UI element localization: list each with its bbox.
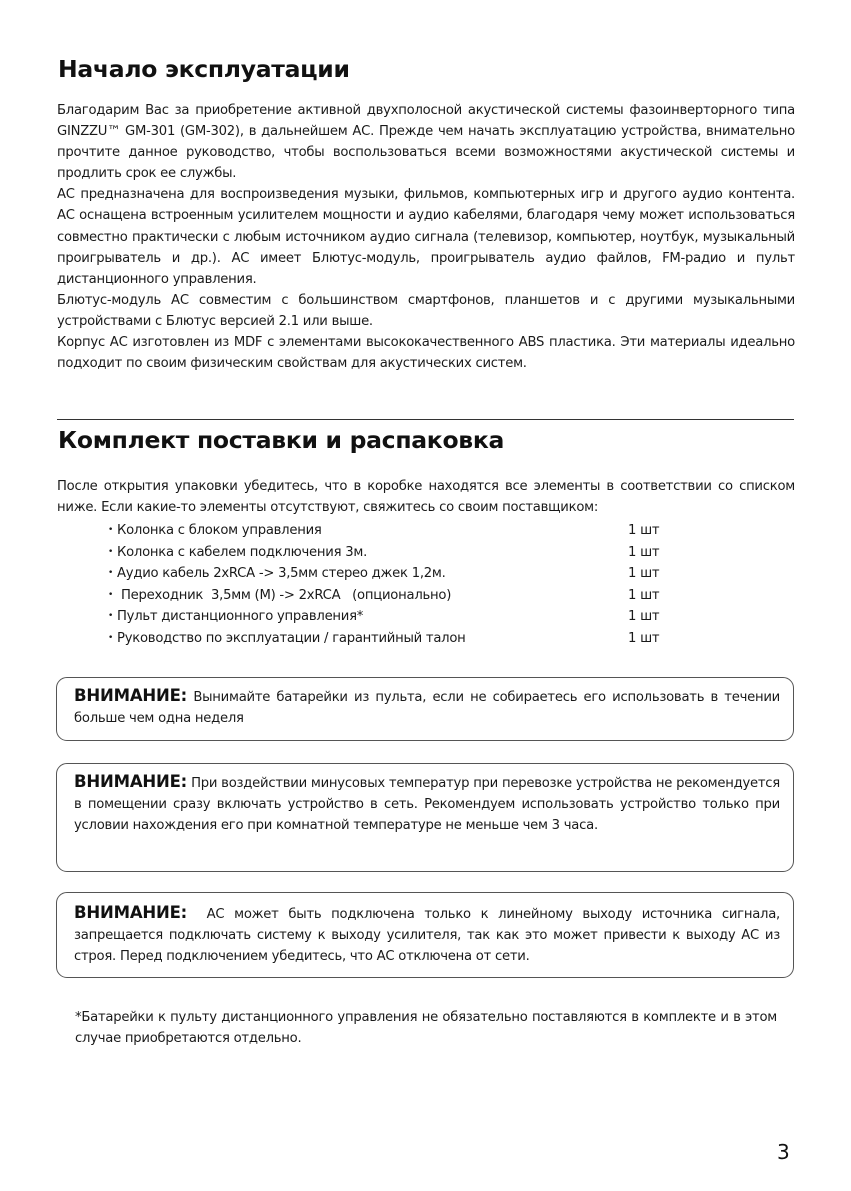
section-divider (57, 419, 794, 420)
item-qty: 1 шт (628, 566, 660, 582)
paragraph-materials: Корпус АС изготовлен из MDF с элементами высококачественного ABS пластика. Эти материалы идеально подходит по своим физическим свойствам для акустических систем. (57, 335, 795, 372)
warning-box-batteries (56, 677, 794, 741)
section-body-getting-started (57, 100, 795, 374)
bullet-icon: • (108, 546, 114, 557)
item-qty: 1 шт (628, 630, 660, 646)
item-qty: 1 шт (628, 544, 660, 560)
item-qty: 1 шт (628, 609, 660, 625)
paragraph-intro: Благодарим Вас за приобретение активной двухполосной акустической системы фазоинверторного типа GINZZU™ GM-301 (GM-302), в дальнейшем АС. Прежде чем начать эксплуатацию устройства, внимательно прочтите данное руководство, чтобы воспользоваться всеми возможностями акустической системы и продлить срок ее службы. (57, 103, 795, 182)
warning-text (74, 902, 784, 967)
warning-body: При воздействии минусовых температур при перевозке устройства не рекомендуется в помещении сразу включать устройство в сеть. Рекомендуем использовать устройство только при условии нахождения его при комнатной температуре не меньше чем 3 часа. (74, 776, 780, 834)
bullet-icon: • (108, 611, 114, 622)
bullet-icon: • (108, 568, 114, 579)
package-intro-text: После открытия упаковки убедитесь, что в коробке находятся все элементы в соответствии со списком ниже. Если какие-то элементы отсутствуют, свяжитесь со своим поставщиком: (57, 479, 795, 516)
list-item (108, 606, 668, 628)
paragraph-purpose: АС предназначена для воспроизведения музыки, фильмов, компьютерных игр и другого аудио контента. АС оснащена встроенным усилителем мощности и аудио кабелями, благодаря чему может использоваться совместно практически с любым источником аудио сигнала (телевизор, компьютер, ноутбук, музыкальный проигрыватель и др.). АС имеет Блютус-модуль, проигрыватель аудио файлов, FM-радио и пульт дистанционного управления. (57, 187, 795, 287)
warning-box-temperature (56, 763, 794, 872)
warning-label: ВНИМАНИЕ: (74, 772, 188, 791)
item-qty: 1 шт (628, 587, 660, 603)
warning-body: Вынимайте батарейки из пульта, если не собираетесь его использовать в течении больше чем одна неделя (74, 690, 780, 727)
item-name: Аудио кабель 2xRCA -> 3,5мм стерео джек 1,2м. (117, 566, 446, 582)
section-title-package-contents: Комплект поставки и распаковка (58, 426, 505, 454)
bullet-icon: • (108, 589, 114, 600)
list-item (108, 628, 668, 650)
list-item (108, 563, 668, 585)
item-name: Пульт дистанционного управления* (117, 609, 364, 625)
warning-label: ВНИМАНИЕ: (74, 903, 188, 922)
warning-text (74, 685, 780, 729)
warning-box-line-output (56, 892, 794, 978)
item-name: Переходник 3,5мм (M) -> 2xRCA (опционально) (117, 587, 452, 603)
bullet-icon: • (108, 632, 114, 643)
item-name: Руководство по эксплуатации / гарантийный талон (117, 630, 466, 646)
item-name: Колонка с кабелем подключения 3м. (117, 544, 368, 560)
list-item (108, 585, 668, 607)
list-item (108, 520, 668, 542)
page-number: 3 (777, 1140, 790, 1164)
warning-label: ВНИМАНИЕ: (74, 686, 188, 705)
section-title-getting-started: Начало эксплуатации (58, 55, 350, 83)
item-qty: 1 шт (628, 523, 660, 538)
item-name: Колонка с блоком управления (117, 523, 322, 538)
footnote-batteries: *Батарейки к пульту дистанционного управления не обязательно поставляются в комплекте и в этом случае приобретаются отдельно. (75, 1010, 777, 1047)
warning-body: АС может быть подключена только к линейному выходу источника сигнала, запрещается подключать систему к выходу усилителя, так как это может привести к выходу АС из строя. Перед подключением убедитесь, что АС отключена от сети. (74, 907, 784, 965)
list-item (108, 542, 668, 564)
paragraph-bluetooth: Блютус-модуль АС совместим с большинством смартфонов, планшетов и с другими музыкальными устройствами с Блютус версией 2.1 или выше. (57, 292, 795, 329)
package-intro (57, 476, 795, 518)
package-items-list (108, 520, 668, 650)
bullet-icon: • (108, 525, 114, 535)
warning-text (74, 771, 780, 836)
